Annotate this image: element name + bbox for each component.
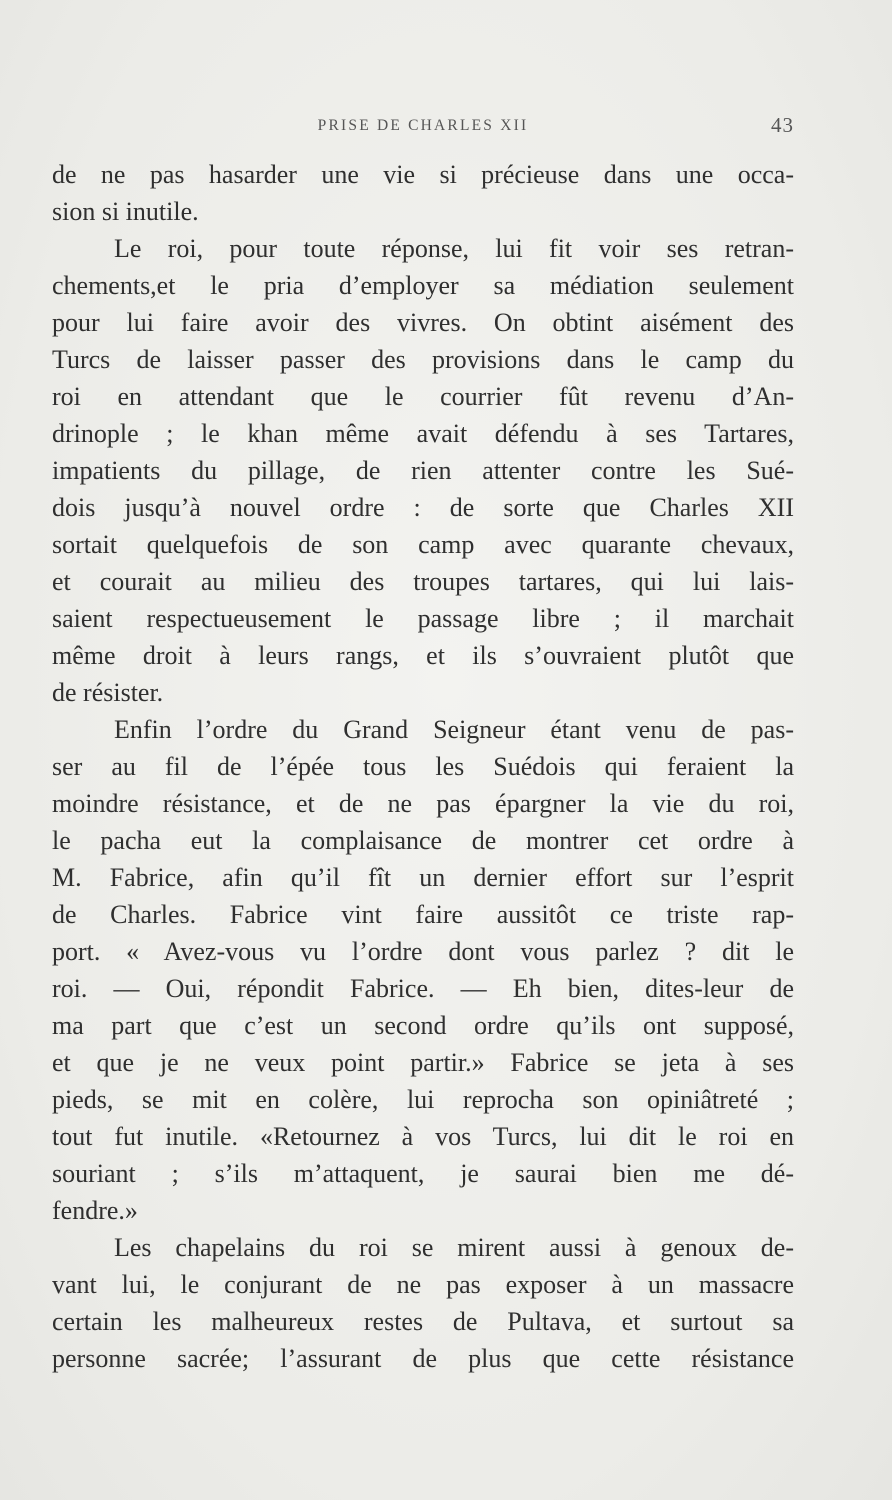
text-line: pieds, se mit en colère, lui reprocha son opiniâtreté ; [52, 1085, 794, 1114]
text-line: tout fut inutile. «Retournez à vos Turcs, lui dit le roi en [52, 1122, 794, 1151]
text-line: M. Fabrice, afin qu’il fît un dernier effort sur l’esprit [52, 863, 794, 892]
text-line: Les chapelains du roi se mirent aussi à genoux de- [114, 1233, 794, 1262]
text-line: drinople ; le khan même avait défendu à ses Tartares, [52, 419, 794, 448]
running-title: PRISE DE CHARLES XII [317, 117, 529, 134]
text-line: même droit à leurs rangs, et ils s’ouvraient plutôt que [52, 641, 794, 670]
text-line: personne sacrée; l’assurant de plus que cette résistance [52, 1344, 794, 1373]
text-line: le pacha eut la complaisance de montrer cet ordre à [52, 826, 794, 855]
text-line: dois jusqu’à nouvel ordre : de sorte que Charles XII [52, 493, 794, 522]
text-line: de résister. [52, 678, 164, 707]
text-line: et que je ne veux point partir.» Fabrice se jeta à ses [52, 1048, 794, 1077]
text-line: Enfin l’ordre du Grand Seigneur étant venu de pas- [114, 715, 794, 744]
page-number: 43 [771, 113, 794, 137]
text-line: chements,et le pria d’employer sa médiation seulement [52, 271, 794, 300]
text-line: port. « Avez-vous vu l’ordre dont vous parlez ? dit le [52, 937, 794, 966]
text-line: de Charles. Fabrice vint faire aussitôt ce triste rap- [52, 900, 794, 929]
text-line: souriant ; s’ils m’attaquent, je saurai bien me dé- [52, 1159, 794, 1188]
text-line: de ne pas hasarder une vie si précieuse dans une occa- [52, 160, 794, 189]
text-line: sortait quelquefois de son camp avec quarante chevaux, [52, 530, 794, 559]
text-line: et courait au milieu des troupes tartares, qui lui lais- [52, 567, 794, 596]
text-line: Turcs de laisser passer des provisions dans le camp du [52, 345, 794, 374]
text-line: ma part que c’est un second ordre qu’ils ont supposé, [52, 1011, 794, 1040]
text-line: sion si inutile. [52, 197, 199, 226]
text-line: pour lui faire avoir des vivres. On obtint aisément des [52, 308, 794, 337]
text-line: saient respectueusement le passage libre ; il marchait [52, 604, 794, 633]
text-line: roi. — Oui, répondit Fabrice. — Eh bien, dites-leur de [52, 974, 794, 1003]
text-line: Le roi, pour toute réponse, lui fit voir ses retran- [114, 234, 794, 263]
running-header [52, 113, 794, 139]
text-line: impatients du pillage, de rien attenter contre les Sué- [52, 456, 794, 485]
text-line: fendre.» [52, 1196, 138, 1225]
body-text [52, 156, 794, 1377]
text-line: vant lui, le conjurant de ne pas exposer à un massacre [52, 1270, 794, 1299]
text-line: certain les malheureux restes de Pultava, et surtout sa [52, 1307, 794, 1336]
text-line: ser au fil de l’épée tous les Suédois qui feraient la [52, 752, 794, 781]
text-line: moindre résistance, et de ne pas épargner la vie du roi, [52, 789, 794, 818]
text-line: roi en attendant que le courrier fût revenu d’An- [52, 382, 794, 411]
